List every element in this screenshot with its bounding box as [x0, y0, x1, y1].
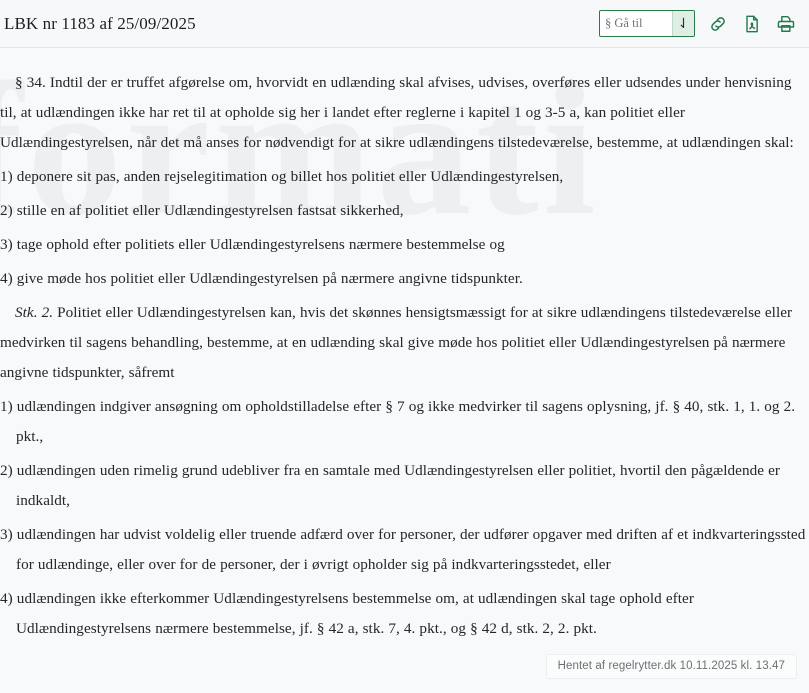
list-item: 4) give møde hos politiet eller Udlændingestyrelsen på nærmere angivne tidspunkter. [0, 270, 523, 287]
chevron-down-icon[interactable]: ⇃ [672, 11, 694, 36]
paragraph: Stk. 2. Politiet eller Udlændingestyrelsen kan, hvis det skønnes hensigtsmæssigt for at sikre udlændingens tilstedeværelse eller medvirken til sagens behandling, bestemme, at en udlænding skal give møde hos politiet eller Udlændingestyrelsen på nærmere angivne tidspunkter, såfremt [0, 304, 793, 381]
footer-stamp-area [0, 654, 809, 693]
list-item: 4) udlændingen ikke efterkommer Udlændingestyrelsens bestemmelse om, at udlændingen skal tage ophold efter Udlændingestyrelsens nærmere bestemmelse, jf. § 42 a, stk. 7, 4. pkt., og § 42 d, stk. 2, 2. pkt. [0, 590, 694, 637]
list-item: 3) udlændingen har udvist voldelig eller truende adfærd over for personer, der udfører opgaver med driften af et indkvarteringssted for udlændinge, eller over for de personer, der i øvrigt opholder sig på indkvarteringsstedet, eller [0, 526, 806, 573]
pdf-icon[interactable] [741, 13, 763, 35]
toolbar-actions [599, 10, 797, 37]
document-toolbar [0, 0, 809, 48]
goto-paragraph-combo[interactable] [599, 10, 695, 37]
print-icon[interactable] [775, 13, 797, 35]
document-body [0, 48, 809, 644]
paragraph-lead: Stk. 2. [15, 304, 54, 321]
list-item: 1) udlændingen indgiver ansøgning om opholdstilladelse efter § 7 og ikke medvirker til sagens oplysning, jf. § 40, stk. 1, 1. og 2. pkt., [0, 398, 796, 445]
list-item: 2) udlændingen uden rimelig grund udebliver fra en samtale med Udlændingestyrelsen eller politiet, hvortil den pågældende er indkaldt, [0, 462, 780, 509]
list-item: 3) tage ophold efter politiets eller Udlændingestyrelsens nærmere bestemmelse og [0, 236, 505, 253]
list-item: 1) deponere sit pas, anden rejselegitimation og billet hos politiet eller Udlændingestyrelsen, [0, 168, 564, 185]
link-icon[interactable] [707, 13, 729, 35]
goto-paragraph-input[interactable] [600, 11, 672, 36]
page-title: LBK nr 1183 af 25/09/2025 [4, 13, 196, 33]
retrieval-stamp: Hentet af regelrytter.dk 10.11.2025 kl. 13.47 [546, 654, 797, 679]
list-item: 2) stille en af politiet eller Udlændingestyrelsen fastsat sikkerhed, [0, 202, 404, 219]
paragraph: § 34. Indtil der er truffet afgørelse om, hvorvidt en udlænding skal afvises, udvises, overføres eller udsendes under henvisning til, at udlændingen ikke har ret til at opholde sig her i landet efter reglerne i kapitel 1 og 3-5 a, kan politiet eller Udlændingestyrelsen, når det må anses for nødvendigt for at sikre udlændingens tilstedeværelse, bestemme, at udlændingen skal: [0, 74, 794, 151]
